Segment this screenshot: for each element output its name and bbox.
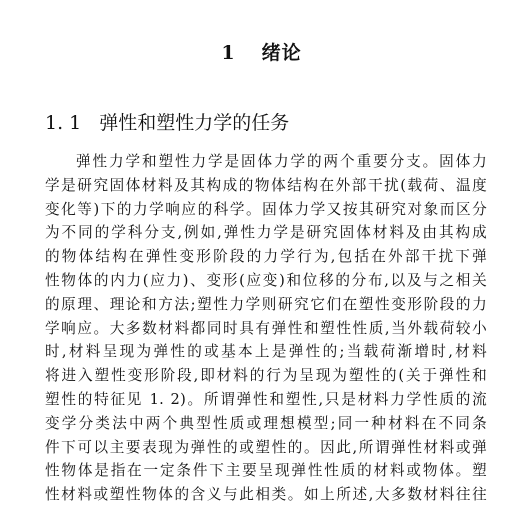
chapter-heading xyxy=(0,38,523,65)
paragraph-line: 学响应。大多数材料都同时具有弹性和塑性性质,当外载荷较小 xyxy=(45,319,487,337)
chapter-number: 1 xyxy=(221,42,236,64)
paragraph-line: 时,材料呈现为弹性的或基本上是弹性的;当载荷渐增时,材料 xyxy=(45,343,487,361)
paragraph-line: 性物体是指在一定条件下主要呈现弹性性质的材料或物体。塑 xyxy=(45,462,487,480)
paragraph-line: 塑性的特征见 1. 2)。所谓弹性和塑性,只是材料力学性质的流 xyxy=(45,390,487,408)
section-heading xyxy=(45,108,289,135)
paragraph-line: 弹性力学和塑性力学是固体力学的两个重要分支。固体力 xyxy=(76,153,487,170)
paragraph-line: 性物体的内力(应力)、变形(应变)和位移的分布,以及与之相关 xyxy=(45,271,487,289)
section-number: 1. 1 xyxy=(45,112,82,134)
section-title: 弹性和塑性力学的任务 xyxy=(99,112,290,134)
paragraph-line: 的物体结构在弹性变形阶段的力学行为,包括在外部干扰下弹 xyxy=(45,248,487,266)
paragraph-line: 变化等)下的力学响应的科学。固体力学又按其研究对象而区分 xyxy=(45,200,487,218)
paragraph-line: 学是研究固体材料及其构成的物体结构在外部干扰(载荷、温度 xyxy=(45,176,487,194)
body-paragraph xyxy=(45,150,487,507)
paragraph-line: 变学分类法中两个典型性质或理想模型;同一种材料在不同条 xyxy=(45,414,487,432)
paragraph-line: 为不同的学科分支,例如,弹性力学是研究固体材料及由其构成 xyxy=(45,224,487,242)
paragraph-line: 性材料或塑性物体的含义与此相类。如上所述,大多数材料往往 xyxy=(45,486,487,504)
paragraph-line: 件下可以主要表现为弹性的或塑性的。因此,所谓弹性材料或弹 xyxy=(45,438,487,456)
paragraph-line: 的原理、理论和方法;塑性力学则研究它们在塑性变形阶段的力 xyxy=(45,295,487,313)
paragraph-line: 将进入塑性变形阶段,即材料的行为呈现为塑性的(关于弹性和 xyxy=(45,367,487,385)
chapter-title: 绪论 xyxy=(261,42,302,64)
